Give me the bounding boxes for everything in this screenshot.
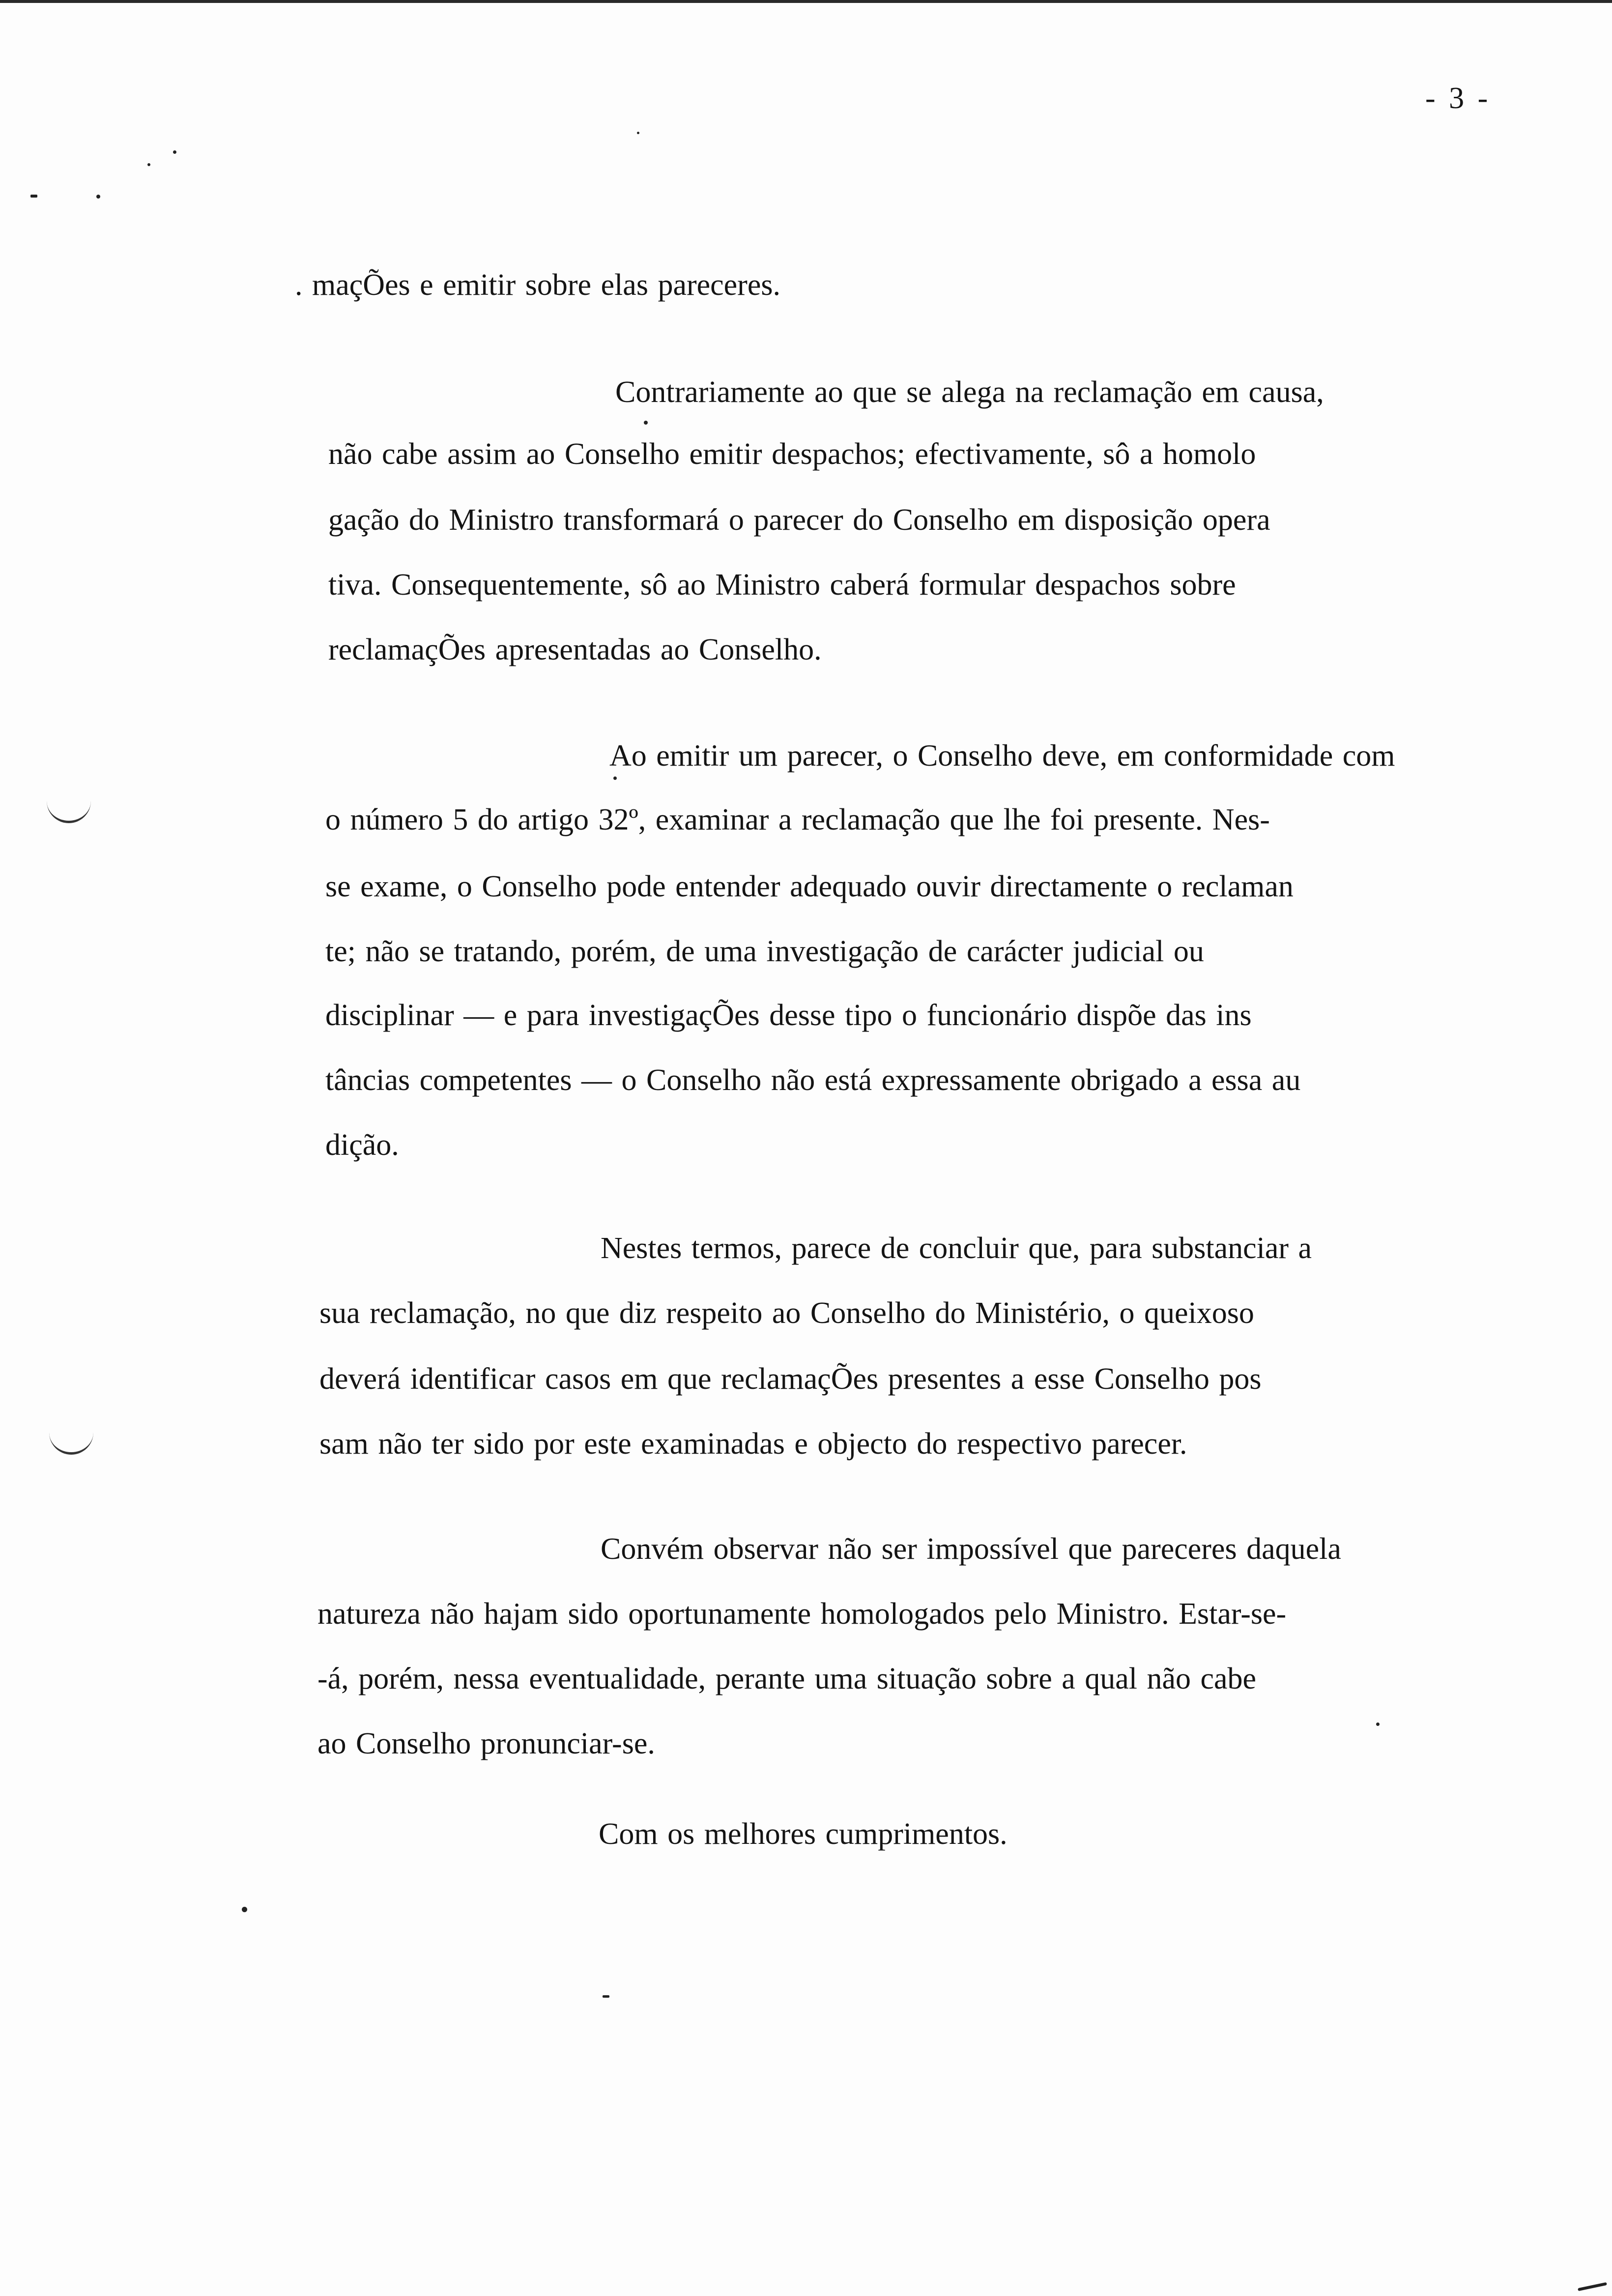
margin-speck <box>30 195 37 198</box>
paragraph-2-line-5: reclamaçÕes apresentadas ao Conselho. <box>328 633 822 666</box>
page-speck <box>603 1995 609 1998</box>
page-speck <box>637 132 639 134</box>
page-number: - 3 - <box>1425 82 1491 115</box>
page-speck <box>644 421 648 425</box>
paragraph-3-line-3: se exame, o Conselho pode entender adequado ouvir directamente o reclaman <box>325 870 1294 903</box>
paragraph-5-line-4: ao Conselho pronunciar-se. <box>317 1727 655 1760</box>
paragraph-4-line-1: Nestes termos, parece de concluir que, para substanciar a <box>601 1232 1312 1265</box>
paragraph-3-line-5: disciplinar — e para investigaçÕes desse tipo o funcionário dispõe das ins <box>325 999 1252 1032</box>
punch-hole-mark-lower <box>49 1433 93 1455</box>
paragraph-2-line-1: Contrariamente ao que se alega na reclamação em causa, <box>615 375 1324 409</box>
paragraph-5-line-1: Convém observar não ser impossível que pareceres daquela <box>601 1532 1341 1566</box>
paragraph-4-line-2: sua reclamação, no que diz respeito ao Conselho do Ministério, o queixoso <box>319 1296 1254 1330</box>
paragraph-1-line-1: . maçÕes e emitir sobre elas pareceres. <box>295 268 780 302</box>
margin-speck <box>96 195 100 199</box>
corner-smudge <box>1578 2282 1607 2291</box>
paragraph-3-line-7: dição. <box>325 1128 399 1162</box>
paragraph-3-line-6: tâncias competentes — o Conselho não está expressamente obrigado a essa au <box>325 1063 1301 1097</box>
paragraph-4-line-3: deverá identificar casos em que reclamaçÕes presentes a esse Conselho pos <box>319 1362 1262 1396</box>
margin-speck <box>242 1907 247 1912</box>
paragraph-6-line-1: Com os melhores cumprimentos. <box>599 1817 1008 1851</box>
paragraph-5-line-2: natureza não hajam sido oportunamente homologados pelo Ministro. Estar-se- <box>317 1597 1287 1631</box>
punch-hole-mark-upper <box>47 801 91 823</box>
paragraph-2-line-2: não cabe assim ao Conselho emitir despachos; efectivamente, sô a homolo <box>328 437 1256 471</box>
margin-speck <box>173 150 176 154</box>
page-speck <box>1376 1722 1380 1726</box>
paragraph-4-line-4: sam não ter sido por este examinadas e objecto do respectivo parecer. <box>319 1427 1187 1461</box>
paragraph-5-line-3: -á, porém, nessa eventualidade, perante uma situação sobre a qual não cabe <box>317 1662 1257 1695</box>
paragraph-3-line-2: o número 5 do artigo 32º, examinar a reclamação que lhe foi presente. Nes- <box>325 803 1270 836</box>
page-speck <box>613 776 617 780</box>
paragraph-2-line-3: gação do Ministro transformará o parecer do Conselho em disposição opera <box>328 503 1270 537</box>
paragraph-3-line-1: Ao emitir um parecer, o Conselho deve, em conformidade com <box>609 739 1395 773</box>
paragraph-3-line-4: te; não se tratando, porém, de uma investigação de carácter judicial ou <box>325 935 1204 968</box>
paragraph-2-line-4: tiva. Consequentemente, sô ao Ministro caberá formular despachos sobre <box>328 568 1236 602</box>
margin-speck <box>147 163 150 166</box>
top-edge-rule <box>0 0 1612 3</box>
